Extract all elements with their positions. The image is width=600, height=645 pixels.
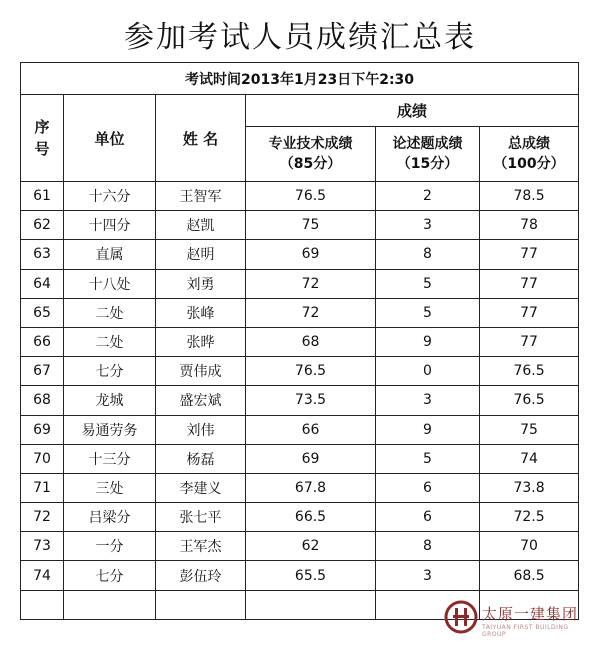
table-row [21, 269, 579, 298]
cell-tech: 67.8 [246, 473, 376, 502]
cell-total: 72.5 [480, 503, 579, 532]
cell-seq: 64 [21, 269, 64, 298]
cell-tech: 75 [246, 211, 376, 240]
company-logo [444, 600, 594, 640]
cell-essay: 6 [376, 473, 480, 502]
cell-essay: 9 [376, 327, 480, 356]
company-logo-icon [444, 600, 478, 634]
cell-tech: 66.5 [246, 503, 376, 532]
cell-tech: 69 [246, 444, 376, 473]
cell-name: 张峰 [156, 298, 246, 327]
cell-unit: 十四分 [64, 211, 156, 240]
cell-unit: 直属 [64, 240, 156, 269]
cell-essay: 8 [376, 532, 480, 561]
cell-total: 73.8 [480, 473, 579, 502]
cell-total: 74 [480, 444, 579, 473]
cell-seq: 62 [21, 211, 64, 240]
cell-seq: 68 [21, 386, 64, 415]
cell-tech: 66 [246, 415, 376, 444]
cell-unit: 龙城 [64, 386, 156, 415]
cell-unit: 二处 [64, 327, 156, 356]
cell-unit: 三处 [64, 473, 156, 502]
total-header [480, 127, 579, 182]
table-row [21, 561, 579, 590]
essay-header-sub: （15分） [396, 156, 459, 172]
table-row [21, 327, 579, 356]
cell-total: 70 [480, 532, 579, 561]
cell-name: 张晔 [156, 327, 246, 356]
cell-name: 刘勇 [156, 269, 246, 298]
cell-unit: 吕梁分 [64, 503, 156, 532]
cell-unit: 十三分 [64, 444, 156, 473]
cell-name: 王军杰 [156, 532, 246, 561]
cell-seq: 74 [21, 561, 64, 590]
cell-unit [64, 590, 156, 619]
cell-essay: 8 [376, 240, 480, 269]
name-header: 姓 名 [156, 95, 246, 182]
cell-unit: 易通劳务 [64, 415, 156, 444]
cell-essay: 0 [376, 357, 480, 386]
table-row [21, 298, 579, 327]
cell-total: 78.5 [480, 182, 579, 211]
cell-tech: 76.5 [246, 357, 376, 386]
cell-seq: 66 [21, 327, 64, 356]
cell-unit: 七分 [64, 357, 156, 386]
scores-group-header: 成绩 [246, 95, 579, 127]
cell-essay: 3 [376, 211, 480, 240]
table-row [21, 386, 579, 415]
cell-unit: 二处 [64, 298, 156, 327]
cell-total: 77 [480, 269, 579, 298]
cell-essay: 5 [376, 298, 480, 327]
tech-header [246, 127, 376, 182]
cell-name: 赵凯 [156, 211, 246, 240]
total-header-sub: （100分） [493, 156, 565, 172]
cell-total: 76.5 [480, 357, 579, 386]
tech-header-sub: （85分） [279, 156, 342, 172]
table-row [21, 211, 579, 240]
table-row [21, 473, 579, 502]
cell-unit: 七分 [64, 561, 156, 590]
cell-total: 77 [480, 327, 579, 356]
cell-unit: 十八处 [64, 269, 156, 298]
cell-tech: 65.5 [246, 561, 376, 590]
table-row [21, 182, 579, 211]
essay-header [376, 127, 480, 182]
cell-unit: 一分 [64, 532, 156, 561]
cell-unit: 十六分 [64, 182, 156, 211]
cell-essay: 5 [376, 444, 480, 473]
cell-name: 贾伟成 [156, 357, 246, 386]
cell-total: 77 [480, 240, 579, 269]
cell-tech [246, 590, 376, 619]
table-row [21, 415, 579, 444]
essay-header-label: 论述题成绩 [392, 136, 463, 152]
tech-header-label: 专业技术成绩 [268, 136, 353, 152]
cell-total: 76.5 [480, 386, 579, 415]
cell-name: 李建义 [156, 473, 246, 502]
cell-seq: 70 [21, 444, 64, 473]
cell-name: 杨磊 [156, 444, 246, 473]
cell-tech: 72 [246, 298, 376, 327]
cell-name [156, 590, 246, 619]
table-row [21, 357, 579, 386]
cell-total: 77 [480, 298, 579, 327]
total-header-label: 总成绩 [508, 136, 551, 152]
unit-header: 单位 [64, 95, 156, 182]
cell-tech: 73.5 [246, 386, 376, 415]
cell-name: 张七平 [156, 503, 246, 532]
table-row [21, 444, 579, 473]
company-logo-text: 太原一建集团 [482, 605, 579, 623]
cell-tech: 69 [246, 240, 376, 269]
seq-header-label: 序号 [34, 118, 50, 158]
cell-name: 彭伍玲 [156, 561, 246, 590]
cell-tech: 62 [246, 532, 376, 561]
cell-seq: 61 [21, 182, 64, 211]
company-logo-subtext: TAIYUAN FIRST BUILDING GROUP [482, 624, 569, 638]
cell-total: 78 [480, 211, 579, 240]
cell-essay: 3 [376, 386, 480, 415]
cell-essay: 6 [376, 503, 480, 532]
cell-name: 刘伟 [156, 415, 246, 444]
seq-header [21, 95, 64, 182]
cell-tech: 68 [246, 327, 376, 356]
cell-tech: 72 [246, 269, 376, 298]
cell-seq: 72 [21, 503, 64, 532]
cell-seq: 71 [21, 473, 64, 502]
cell-name: 赵明 [156, 240, 246, 269]
cell-essay: 9 [376, 415, 480, 444]
cell-essay: 3 [376, 561, 480, 590]
cell-tech: 76.5 [246, 182, 376, 211]
cell-name: 王智军 [156, 182, 246, 211]
cell-seq: 67 [21, 357, 64, 386]
table-row [21, 532, 579, 561]
cell-name: 盛宏斌 [156, 386, 246, 415]
cell-seq: 65 [21, 298, 64, 327]
header-row-1 [21, 95, 579, 127]
score-table [20, 62, 579, 620]
exam-time-row [21, 63, 579, 95]
cell-seq: 73 [21, 532, 64, 561]
table-row [21, 240, 579, 269]
cell-seq: 69 [21, 415, 64, 444]
cell-essay: 2 [376, 182, 480, 211]
exam-time: 考试时间2013年1月23日下午2:30 [21, 63, 579, 95]
cell-seq: 63 [21, 240, 64, 269]
page-title: 参加考试人员成绩汇总表 [124, 20, 476, 55]
cell-total: 68.5 [480, 561, 579, 590]
cell-seq [21, 590, 64, 619]
cell-total: 75 [480, 415, 579, 444]
table-row [21, 503, 579, 532]
cell-essay: 5 [376, 269, 480, 298]
